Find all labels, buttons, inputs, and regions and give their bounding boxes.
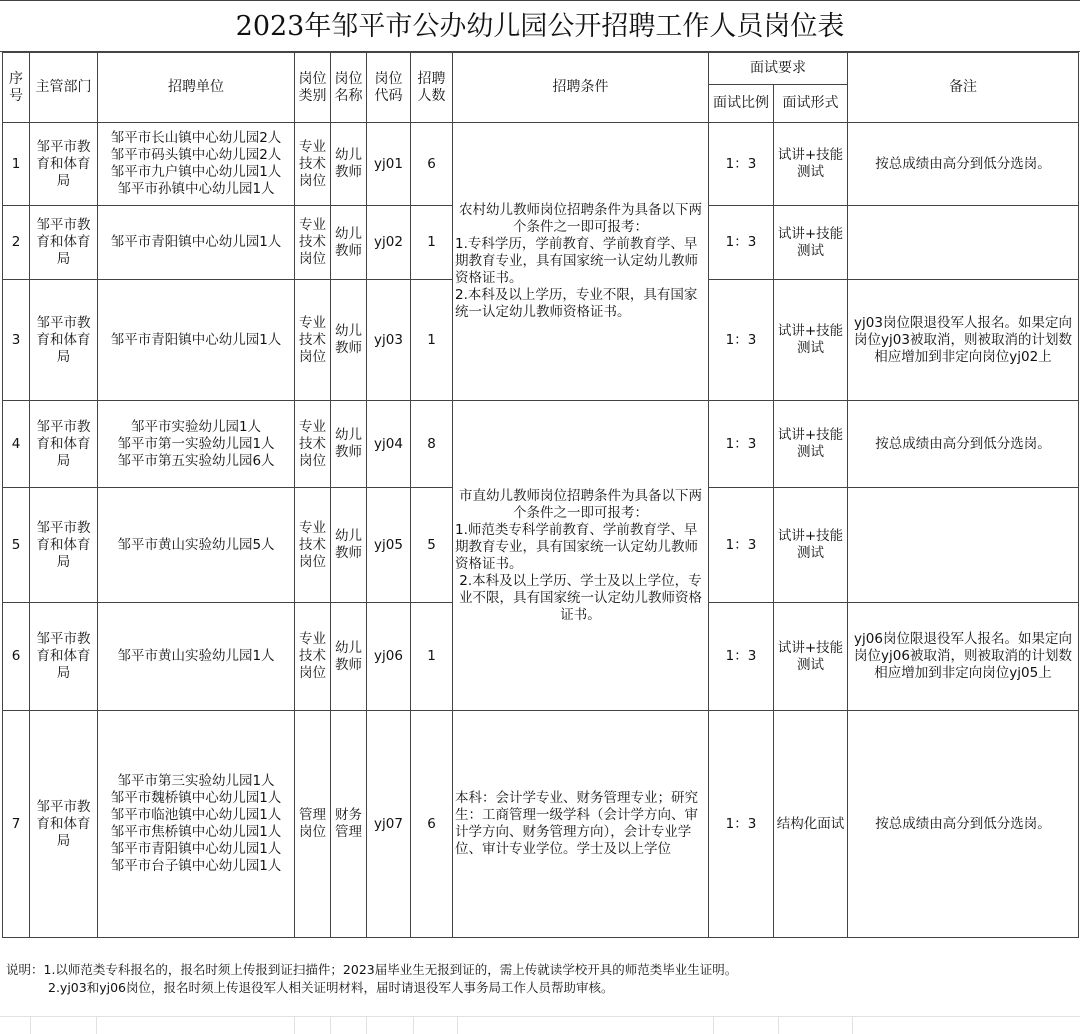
job-table [2,52,1079,938]
cell-ratio: 1：3 [709,280,774,401]
unit-line: 邹平市第三实验幼儿园1人 [117,773,275,789]
cell-post-type: 管理岗位 [295,711,331,938]
condition-line: 市直幼儿教师岗位招聘条件为具备以下两个条件之一即可报考： [459,487,702,521]
cell-conditions-finance [453,711,709,938]
cell-post-code: yj06 [367,603,411,711]
cell-post-name: 财务管理 [331,711,367,938]
cell-dept: 邹平市教育和体育局 [30,711,98,938]
cell-form: 试讲+技能测试 [774,206,848,280]
cell-unit [98,123,295,206]
unit-line: 邹平市长山镇中心幼儿园2人 [110,130,282,146]
condition-line: 1.专科学历，学前教育、学前教育学、早期教育专业，具有国家统一认定幼儿教师资格证书。 [455,236,698,286]
footer-note-2: 2.yj03和yj06岗位，报名时须上传退役军人相关证明材料，届时请退役军人事务局工作人员帮助审核。 [48,980,614,995]
page-title: 2023年邹平市公办幼儿园公开招聘工作人员岗位表 [0,0,1080,52]
header-dept: 主管部门 [30,53,98,123]
cell-post-name: 幼儿教师 [331,401,367,488]
cell-conditions-city [453,401,709,711]
table-row [3,711,1079,938]
cell-unit [98,603,295,711]
condition-line: 农村幼儿教师岗位招聘条件为具备以下两个条件之一即可报考： [459,202,702,235]
cell-ratio: 1：3 [709,401,774,488]
cell-remark: 按总成绩由高分到低分选岗。 [848,401,1079,488]
cell-remark: yj06岗位限退役军人报名。如果定向岗位yj06被取消，则被取消的计划数相应增加到非定向岗位yj05上 [848,603,1079,711]
unit-line: 邹平市孙镇中心幼儿园1人 [117,181,275,197]
cell-unit [98,711,295,938]
cell-dept: 邹平市教育和体育局 [30,280,98,401]
cell-ratio: 1：3 [709,206,774,280]
cell-post-name: 幼儿教师 [331,206,367,280]
cell-remark [848,206,1079,280]
cell-post-code: yj02 [367,206,411,280]
cell-post-type: 专业技术岗位 [295,280,331,401]
condition-line: 2.本科及以上学历、学士及以上学位，专业不限，具有国家统一认定幼儿教师资格证书。 [459,572,702,623]
cell-remark [848,488,1079,603]
cell-dept: 邹平市教育和体育局 [30,488,98,603]
cell-remark: 按总成绩由高分到低分选岗。 [848,123,1079,206]
cell-seq: 6 [3,603,30,711]
unit-line: 邹平市青阳镇中心幼儿园1人 [110,841,282,857]
cell-seq: 4 [3,401,30,488]
cell-unit [98,401,295,488]
header-post-code: 岗位代码 [367,53,411,123]
cell-post-name: 幼儿教师 [331,603,367,711]
unit-line: 邹平市台子镇中心幼儿园1人 [110,858,282,874]
unit-line: 邹平市魏桥镇中心幼儿园1人 [110,790,282,806]
header-form: 面试形式 [774,85,848,123]
cell-seq: 3 [3,280,30,401]
cell-form: 试讲+技能测试 [774,488,848,603]
cell-post-name: 幼儿教师 [331,280,367,401]
cell-form: 结构化面试 [774,711,848,938]
unit-line: 邹平市临池镇中心幼儿园1人 [110,807,282,823]
unit-line: 邹平市码头镇中心幼儿园2人 [110,147,282,163]
header-seq: 序号 [3,53,30,123]
cell-count: 1 [411,280,453,401]
cell-dept: 邹平市教育和体育局 [30,603,98,711]
cell-ratio: 1：3 [709,123,774,206]
unit-line: 邹平市第五实验幼儿园6人 [117,452,275,469]
cell-count: 1 [411,206,453,280]
cell-post-code: yj04 [367,401,411,488]
cell-unit [98,488,295,603]
cell-form: 试讲+技能测试 [774,280,848,401]
cell-form: 试讲+技能测试 [774,401,848,488]
cell-form: 试讲+技能测试 [774,123,848,206]
cell-post-type: 专业技术岗位 [295,488,331,603]
cell-post-name: 幼儿教师 [331,488,367,603]
cell-ratio: 1：3 [709,488,774,603]
cell-conditions-rural [453,123,709,401]
cell-post-type: 专业技术岗位 [295,401,331,488]
header-remarks: 备注 [848,53,1079,123]
header-post-name: 岗位名称 [331,53,367,123]
unit-line: 邹平市焦桥镇中心幼儿园1人 [110,824,282,840]
table-row [3,401,1079,488]
cell-post-name: 幼儿教师 [331,123,367,206]
cell-ratio: 1：3 [709,603,774,711]
cell-seq: 5 [3,488,30,603]
cell-post-type: 专业技术岗位 [295,123,331,206]
cell-post-code: yj05 [367,488,411,603]
cell-seq: 1 [3,123,30,206]
unit-line: 邹平市黄山实验幼儿园5人 [117,536,275,553]
cell-post-code: yj03 [367,280,411,401]
header-post-type: 岗位类别 [295,53,331,123]
condition-line: 本科：会计学专业、财务管理专业；研究生：工商管理一级学科（会计学方向、审计学方向、财务管理方向），会计专业学位、审计专业学位。学士及以上学位 [455,790,698,857]
cell-dept: 邹平市教育和体育局 [30,206,98,280]
header-conditions: 招聘条件 [453,53,709,123]
cell-count: 5 [411,488,453,603]
cell-dept: 邹平市教育和体育局 [30,123,98,206]
unit-line: 邹平市实验幼儿园1人 [130,418,262,435]
cell-remark: 按总成绩由高分到低分选岗。 [848,711,1079,938]
footer-note-1: 说明：1.以师范类专科报名的，报名时须上传报到证扫描件；2023届毕业生无报到证的，需上传就读学校开具的师范类毕业生证明。 [6,962,738,977]
cell-remark: yj03岗位限退役军人报名。如果定向岗位yj03被取消，则被取消的计划数相应增加到非定向岗位yj02上 [848,280,1079,401]
cell-post-type: 专业技术岗位 [295,603,331,711]
cell-post-code: yj07 [367,711,411,938]
condition-line: 2.本科及以上学历，专业不限，具有国家统一认定幼儿教师资格证书。 [455,287,698,320]
cell-count: 8 [411,401,453,488]
header-count: 招聘人数 [411,53,453,123]
cell-ratio: 1：3 [709,711,774,938]
cell-seq: 7 [3,711,30,938]
header-interview: 面试要求 [709,53,848,85]
cell-count: 1 [411,603,453,711]
header-unit: 招聘单位 [98,53,295,123]
unit-line: 邹平市九户镇中心幼儿园1人 [110,164,282,180]
cell-seq: 2 [3,206,30,280]
cell-form: 试讲+技能测试 [774,603,848,711]
cell-count: 6 [411,123,453,206]
table-row [3,123,1079,206]
cell-unit [98,280,295,401]
cell-count: 6 [411,711,453,938]
unit-line: 邹平市黄山实验幼儿园1人 [117,648,275,664]
unit-line: 邹平市第一实验幼儿园1人 [117,435,275,452]
cell-post-type: 专业技术岗位 [295,206,331,280]
header-ratio: 面试比例 [709,85,774,123]
sheet-grid-strip [0,1016,1080,1034]
condition-line: 1.师范类专科学前教育、学前教育学、早期教育专业，具有国家统一认定幼儿教师资格证书。 [455,521,698,572]
unit-line: 邹平市青阳镇中心幼儿园1人 [110,234,282,250]
cell-post-code: yj01 [367,123,411,206]
unit-line: 邹平市青阳镇中心幼儿园1人 [110,331,282,348]
cell-unit [98,206,295,280]
cell-dept: 邹平市教育和体育局 [30,401,98,488]
